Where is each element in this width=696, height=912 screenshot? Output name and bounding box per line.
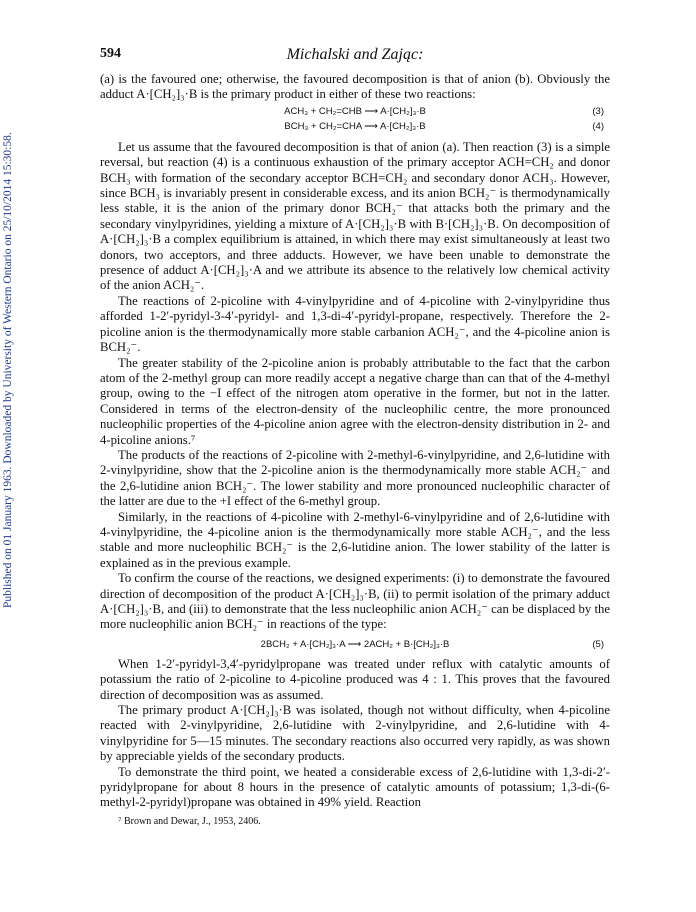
paragraph: The reactions of 2-picoline with 4-vinylpyridine and of 4-picoline with 2-vinylpyridine thus afforded 1-2′-pyridyl-3-4′-pyridyl- and 1,3-di-4′-pyridyl-propane, respectively. Therefore the 2-picoline anion is the thermodynamically more stable carbanion ACH₂⁻, and the 4-picoline anion is BCH₂⁻.: [100, 293, 610, 355]
paragraph: Similarly, in the reactions of 4-picoline with 2-methyl-6-vinylpyridine and of 2,6-lutidine with 4-vinylpyridine, the 4-picoline anion is the thermodynamically more stable ACH₂⁻, and the less stable and more nucleophilic BCH₂⁻ is the 2,6-lutidine anion. The lower stability of the latter is explained as in the previous example.: [100, 509, 610, 570]
equation-number: (4): [592, 120, 604, 132]
download-watermark: Published on 01 January 1963. Downloaded by University of Western Ontario on 25/10/2014 15:30:58.: [2, 132, 14, 608]
equation-3: [100, 106, 610, 120]
equation-text: ACH₃ + CH₂=CHB ⟶ A·[CH₂]₃·B: [284, 105, 426, 117]
equation-text: 2BCH₂ + A·[CH₂]₃·A ⟶ 2ACH₂ + B·[CH₂]₃·B: [260, 638, 450, 650]
paragraph: To demonstrate the third point, we heated a considerable excess of 2,6-lutidine with 1,3-di-2′-pyridylpropane for about 8 hours in the presence of catalytic amounts of potassium; 1,3-di-(6-methyl-2-pyridyl)propane was obtained in 49% yield. Reaction: [100, 764, 610, 810]
paragraph: The primary product A·[CH₂]₃·B was isolated, though not without difficulty, when 4-picoline reacted with 2-vinylpyridine, 2,6-lutidine with 2-vinylpyridine, and 2,6-lutidine with 4-vinylpyridine for 5—15 minutes. The secondary reactions also occurred very rapidly, as was shown by appreciable yields of the secondary products.: [100, 703, 610, 764]
page-header: [100, 46, 610, 66]
paragraph: When 1-2′-pyridyl-3,4′-pyridylpropane was treated under reflux with catalytic amounts of potassium the ratio of 2-picoline to 4-picoline produced was 4 : 1. This proves that the favoured direction of decomposition was as assumed.: [100, 656, 610, 702]
equation-block: [100, 106, 610, 134]
paragraph: (a) is the favoured one; otherwise, the favoured decomposition is that of anion (b). Obviously the adduct A·[CH₂]₃·B is the primary product in either of these two reactions:: [100, 72, 610, 102]
equation-block: [100, 637, 610, 655]
paragraph: The greater stability of the 2-picoline anion is probably attributable to the fact that the carbon atom of the 2-methyl group can more readily accept a negative charge than can that of the 4-methyl group, owing to the −I effect of the nitrogen atom operative in the former, but not in the latter. Considered in terms of the electron-density of the nucleophilic centre, the more pronounced nucleophilic properties of the 4-picoline anion agree with the electron-density distribution in 2- and 4-picoline anions.⁷: [100, 355, 610, 447]
equation-5: [100, 639, 610, 653]
running-head: Michalski and Zając:: [286, 46, 424, 63]
body-text: [100, 72, 610, 828]
paragraph: Let us assume that the favoured decomposition is that of anion (a). Then reaction (3) is a simple reversal, but reaction (4) is a continuous exhaustion of the primary acceptor ACH=CH₂ and donor BCH₃ with formation of the secondary acceptor BCH=CH₂ and secondary donor ACH₃. However, since BCH₃ is invariably present in considerable excess, and its anion BCH₂⁻ is thermodynamically less stable, it is the anion of the primary donor BCH₂⁻ that attacks both the primary and the secondary vinylpyridines, yielding a mixture of A·[CH₂]₃·B with B·[CH₂]₃·B. On decomposition of A·[CH₂]₃·B a complex equilibrium is attained, in which there may exist simultaneously at least two donors, two acceptors, and three adducts. However, we have been unable to demonstrate the presence of adduct A·[CH₂]₃·A and we attribute its absence to the relatively low chemical activity of the anion ACH₂⁻.: [100, 139, 610, 293]
equation-4: [100, 121, 610, 135]
equation-number: (3): [592, 105, 604, 117]
paragraph: The products of the reactions of 2-picoline with 2-methyl-6-vinylpyridine, and 2,6-lutidine with 2-vinylpyridine, show that the 2-picoline anion is the thermodynamically more stable ACH₂⁻ and the 2,6-lutidine anion BCH₂⁻. The lower stability and more pronounced nucleophilic character of the latter are due to the +I effect of the 6-methyl group.: [100, 447, 610, 509]
page-number: 594: [100, 46, 121, 61]
paragraph: To confirm the course of the reactions, we designed experiments: (i) to demonstrate the favoured direction of decomposition of the product A·[CH₂]₃·B, (ii) to permit isolation of the primary adduct A·[CH₂]₃·B, and (iii) to demonstrate that the less nucleophilic anion ACH₂⁻ can be displaced by the more nucleophilic anion BCH₂⁻ in reactions of the type:: [100, 571, 610, 632]
equation-number: (5): [592, 638, 604, 650]
footnote: ⁷ Brown and Dewar, J., 1953, 2406.: [118, 815, 261, 827]
equation-text: BCH₃ + CH₂=CHA ⟶ A·[CH₂]₃·B: [284, 120, 426, 132]
